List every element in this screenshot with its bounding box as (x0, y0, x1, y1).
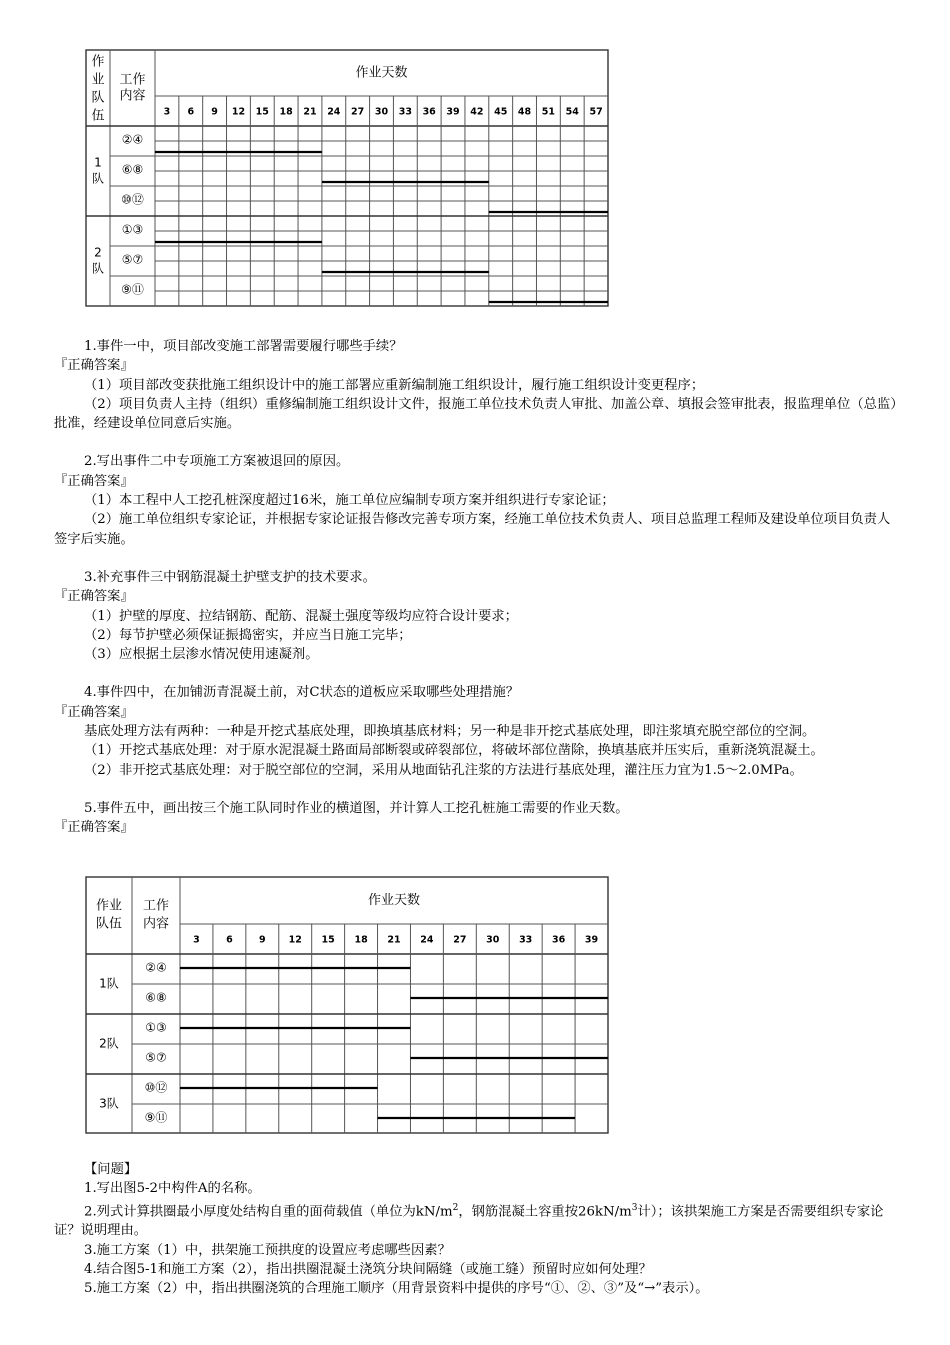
questions-heading: 【问题】 (84, 1162, 138, 1177)
task-label: ②④ (121, 132, 144, 147)
answer-label-5: 『正确答案』 (54, 820, 134, 836)
team-name: 队 (91, 171, 105, 186)
answer-label-3: 『正确答案』 (54, 589, 134, 605)
day-tick-3: 3 (193, 934, 200, 946)
q2-part-a: 2.列式计算拱圈最小厚度处结构自重的面荷载值（单位为kN/m (84, 1204, 453, 1220)
task-label: ②④ (145, 960, 167, 975)
question-1: 1.事件一中，项目部改变施工部署需要履行哪些手续？ (84, 339, 403, 354)
question-item-1: 1.写出图5-2中构件A的名称。 (84, 1181, 261, 1197)
task-label: ⑨⑪ (121, 282, 144, 297)
q2-sup-1: 2 (452, 1202, 459, 1213)
day-tick-18: 18 (279, 106, 293, 118)
day-tick-6: 6 (226, 934, 233, 946)
day-tick-57: 57 (589, 106, 603, 118)
day-tick-33: 33 (398, 106, 412, 118)
day-tick-12: 12 (288, 934, 302, 946)
day-tick-9: 9 (211, 106, 218, 118)
answer-label-2: 『正确答案』 (54, 473, 134, 489)
day-tick-36: 36 (551, 934, 566, 946)
day-tick-12: 12 (231, 106, 246, 118)
question-3: 3.补充事件三中钢筋混凝土护壁支护的技术要求。 (84, 569, 376, 585)
question-item-3: 3.施工方案（1）中，拱架施工预拱度的设置应考虑哪些因素？ (84, 1242, 451, 1258)
answer-label-4: 『正确答案』 (54, 704, 134, 720)
task-header-text: 内容 (119, 88, 146, 104)
task-label: ⑩⑫ (144, 1080, 168, 1095)
chart-title: 作业天数 (355, 65, 408, 81)
table-border (86, 877, 608, 1133)
day-tick-42: 42 (470, 106, 484, 118)
team-name: 1 (94, 155, 102, 170)
questions-section (54, 1160, 899, 1299)
task-label: ⑨⑪ (144, 1110, 168, 1125)
task-label: ①③ (121, 222, 144, 237)
team-name: 2 (94, 245, 102, 260)
day-tick-27: 27 (453, 934, 467, 946)
day-tick-54: 54 (565, 106, 579, 118)
team-name: 1队 (99, 976, 119, 991)
task-header-text: 工作 (119, 72, 146, 88)
answer-1-item-1: （1）项目部改变获批施工组织设计中的施工部署应重新编制施工组织设计，履行施工组织设计变更程序； (84, 377, 705, 393)
day-tick-39: 39 (446, 106, 460, 118)
team-name: 2队 (99, 1036, 119, 1051)
row-header-text: 作业 (95, 898, 123, 914)
day-tick-45: 45 (494, 106, 508, 118)
day-tick-48: 48 (517, 106, 532, 118)
day-tick-30: 30 (486, 934, 500, 946)
day-tick-9: 9 (258, 934, 266, 946)
team-name: 3队 (99, 1096, 119, 1111)
task-label: ①③ (145, 1020, 167, 1035)
day-tick-21: 21 (303, 106, 317, 118)
task-label: ⑤⑦ (145, 1050, 167, 1065)
row-header-text: 伍 (91, 108, 105, 124)
day-tick-36: 36 (422, 106, 436, 118)
q2-sup-2: 3 (631, 1202, 638, 1213)
answer-3-item-3: （3）应根据土层渗水情况使用速凝剂。 (84, 647, 319, 663)
task-header-text: 内容 (142, 916, 170, 932)
answer-4-item-2: （2）非开挖式基底处理：对于脱空部位的空洞，采用从地面钻孔注浆的方法进行基底处理，灌注压力宜为1.5～2.0MPa。 (84, 762, 803, 778)
row-header-text: 队 (91, 90, 105, 106)
question-item-4: 4.结合图5-1和施工方案（2），指出拱圈混凝土浇筑分块间隔缝（或施工缝）预留时应如何处理？ (84, 1261, 652, 1277)
answer-3-item-2: （2）每节护壁必须保证振捣密实，并应当日施工完毕； (84, 627, 412, 643)
day-tick-3: 3 (163, 106, 171, 118)
answer-4-item-1: （1）开挖式基底处理：对于原水泥混凝土路面局部断裂或碎裂部位，将破坏部位凿除，换填基底并压实后，重新浇筑混凝土。 (84, 743, 824, 759)
chart-title: 作业天数 (367, 893, 421, 908)
day-tick-30: 30 (374, 106, 389, 118)
question-item-2 (54, 1199, 899, 1241)
day-tick-24: 24 (420, 934, 434, 946)
day-tick-15: 15 (255, 106, 269, 118)
row-header-text: 作 (91, 54, 105, 70)
task-label: ⑩⑫ (121, 192, 144, 207)
day-tick-15: 15 (321, 934, 335, 946)
answer-3-item-1: （1）护壁的厚度、拉结钢筋、配筋、混凝土强度等级均应符合设计要求； (84, 608, 518, 624)
answer-2-item-2: （2）施工单位组织专家论证，并根据专家论证报告修改完善专项方案，经施工单位技术负责人、项目总监理工程师及建设单位项目负责人签字后实施。 (54, 512, 891, 547)
day-tick-27: 27 (351, 106, 365, 118)
q2-part-c: 计）；该拱架施工方案是否需要组织专家论证？说明理由。 (54, 1204, 884, 1239)
answer-2-item-1: （1）本工程中人工挖孔桩深度超过16米，施工单位应编制专项方案并组织进行专家论证； (84, 493, 615, 509)
task-header-text: 工作 (142, 898, 170, 914)
day-tick-21: 21 (387, 934, 401, 946)
answer-label-1: 『正确答案』 (54, 358, 134, 374)
answer-1-item-2: （2）项目负责人主持（组织）重修编制施工组织设计文件，报施工单位技术负责人审批、加盖公章、填报会签审批表，报监理单位（总监）批准，经建设单位同意后实施。 (54, 396, 897, 432)
question-item-5: 5.施工方案（2）中，指出拱圈浇筑的合理施工顺序（用背景资料中提供的序号“①、②、③”及“→”表示）。 (84, 1281, 709, 1297)
day-tick-24: 24 (327, 106, 341, 118)
team-name: 队 (91, 261, 105, 276)
day-tick-18: 18 (354, 934, 368, 946)
task-label: ⑥⑧ (145, 990, 167, 1005)
row-header-text: 队伍 (95, 916, 123, 932)
q2-part-b: ，钢筋混凝土容重按26kN/m (458, 1204, 632, 1220)
answer-4-intro: 基底处理方法有两种：一种是开挖式基底处理，即换填基底材料；另一种是非开挖式基底处理，即注浆填充脱空部位的空洞。 (84, 724, 816, 740)
day-tick-33: 33 (519, 934, 533, 946)
task-label: ⑤⑦ (121, 252, 144, 267)
question-5: 5.事件五中，画出按三个施工队同时作业的横道图，并计算人工挖孔桩施工需要的作业天数。 (84, 800, 629, 816)
day-tick-6: 6 (187, 106, 195, 118)
day-tick-51: 51 (541, 106, 556, 118)
question-2: 2.写出事件二中专项施工方案被退回的原因。 (84, 454, 350, 470)
row-header-text: 业 (91, 72, 105, 88)
question-4: 4.事件四中，在加铺沥青混凝土前，对C状态的道板应采取哪些处理措施？ (84, 685, 520, 701)
task-label: ⑥⑧ (121, 162, 144, 177)
day-tick-39: 39 (584, 934, 599, 946)
